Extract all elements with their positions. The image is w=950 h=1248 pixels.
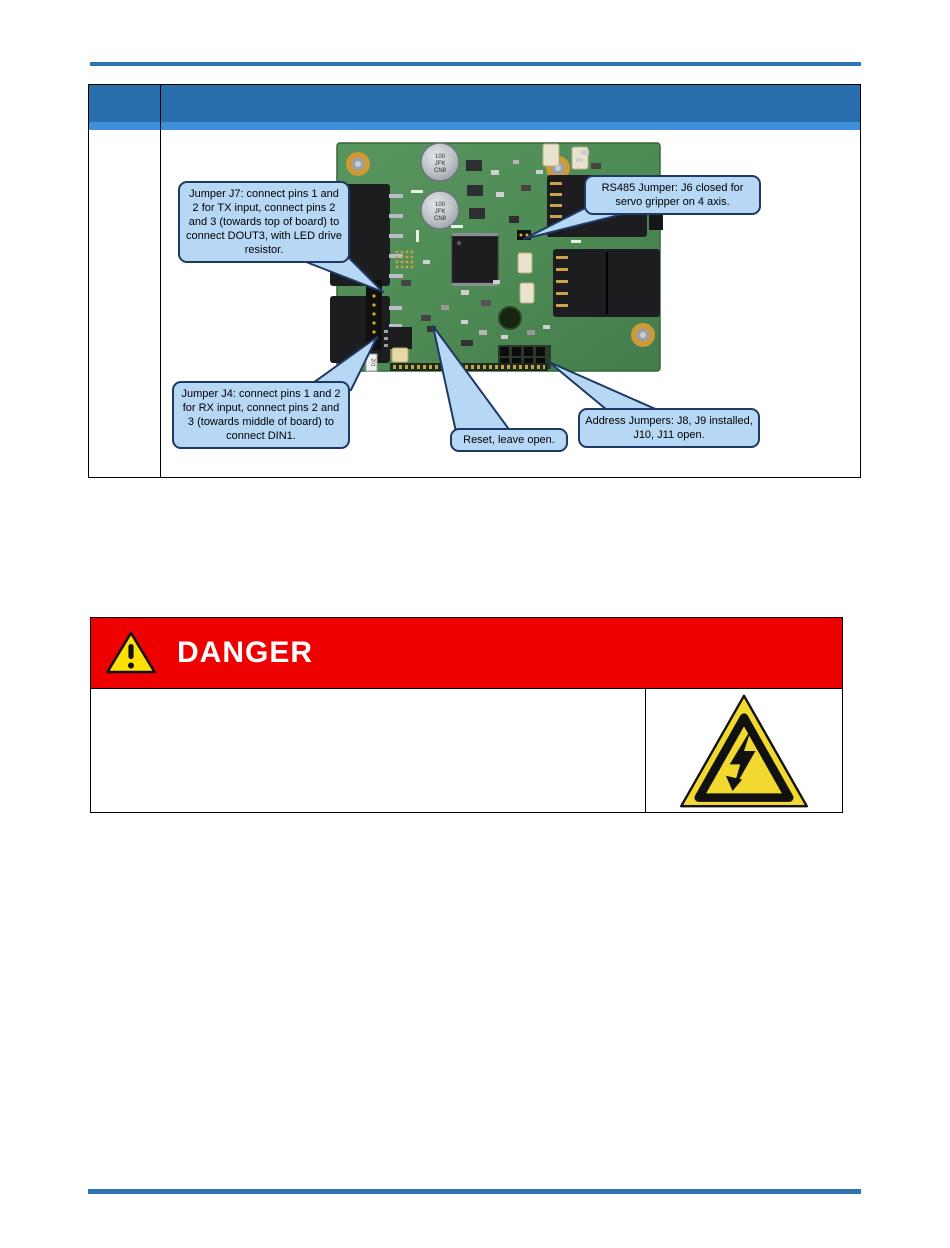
- table-header-left-cell: [89, 85, 161, 130]
- main-ic-chip: [452, 233, 498, 286]
- capacitor-label-line: JFK: [434, 209, 446, 215]
- callout-jumper-j4: Jumper J4: connect pins 1 and 2 for RX input, connect pins 2 and 3 (towards middle of board) to connect DIN1.: [172, 381, 350, 449]
- table-body-figure-cell: [161, 130, 860, 477]
- callout-address-jumpers: Address Jumpers: J8, J9 installed, J10, J11 open.: [578, 408, 760, 448]
- callout-reset: Reset, leave open.: [450, 428, 568, 452]
- table-body-row: [89, 130, 860, 477]
- top-horizontal-rule: [90, 62, 861, 66]
- capacitor-label-line: JFK: [434, 161, 446, 167]
- callout-jumper-j7: Jumper J7: connect pins 1 and 2 for TX input, connect pins 2 and 3 (towards top of board) to connect DOUT3, with LED drive resistor.: [178, 181, 350, 263]
- table-header-right-cell: [161, 85, 860, 130]
- danger-text-cell: [91, 689, 646, 812]
- danger-icon-cell: [646, 689, 842, 812]
- resistor-label: 201: [369, 358, 376, 367]
- capacitor-label-line: CN8: [433, 168, 447, 174]
- jumper-settings-table: [88, 84, 861, 478]
- round-component: [499, 307, 521, 329]
- cream-connector-bottom: [392, 348, 408, 362]
- electrolytic-capacitor-1: [421, 143, 459, 181]
- table-header-row: [89, 85, 860, 130]
- capacitor-label-line: 100: [434, 202, 446, 208]
- capacitor-label-line: 100: [434, 154, 446, 160]
- danger-header: [91, 618, 842, 688]
- right-connector-lower: [553, 249, 660, 317]
- small-ic-chip: [384, 327, 412, 349]
- danger-body: [91, 688, 842, 812]
- capacitor-label-line: CN8: [433, 216, 447, 222]
- danger-warning-box: [90, 617, 843, 813]
- electrolytic-capacitor-2: [421, 191, 459, 229]
- callout-rs485-jumper: RS485 Jumper: J6 closed for servo gripper on 4 axis.: [584, 175, 761, 215]
- warning-triangle-icon: [105, 630, 157, 676]
- table-body-left-cell: [89, 130, 161, 477]
- bottom-pad-strip: [390, 363, 548, 371]
- high-voltage-icon: [674, 692, 814, 810]
- bottom-horizontal-rule: [88, 1189, 861, 1194]
- danger-title: DANGER: [177, 636, 314, 669]
